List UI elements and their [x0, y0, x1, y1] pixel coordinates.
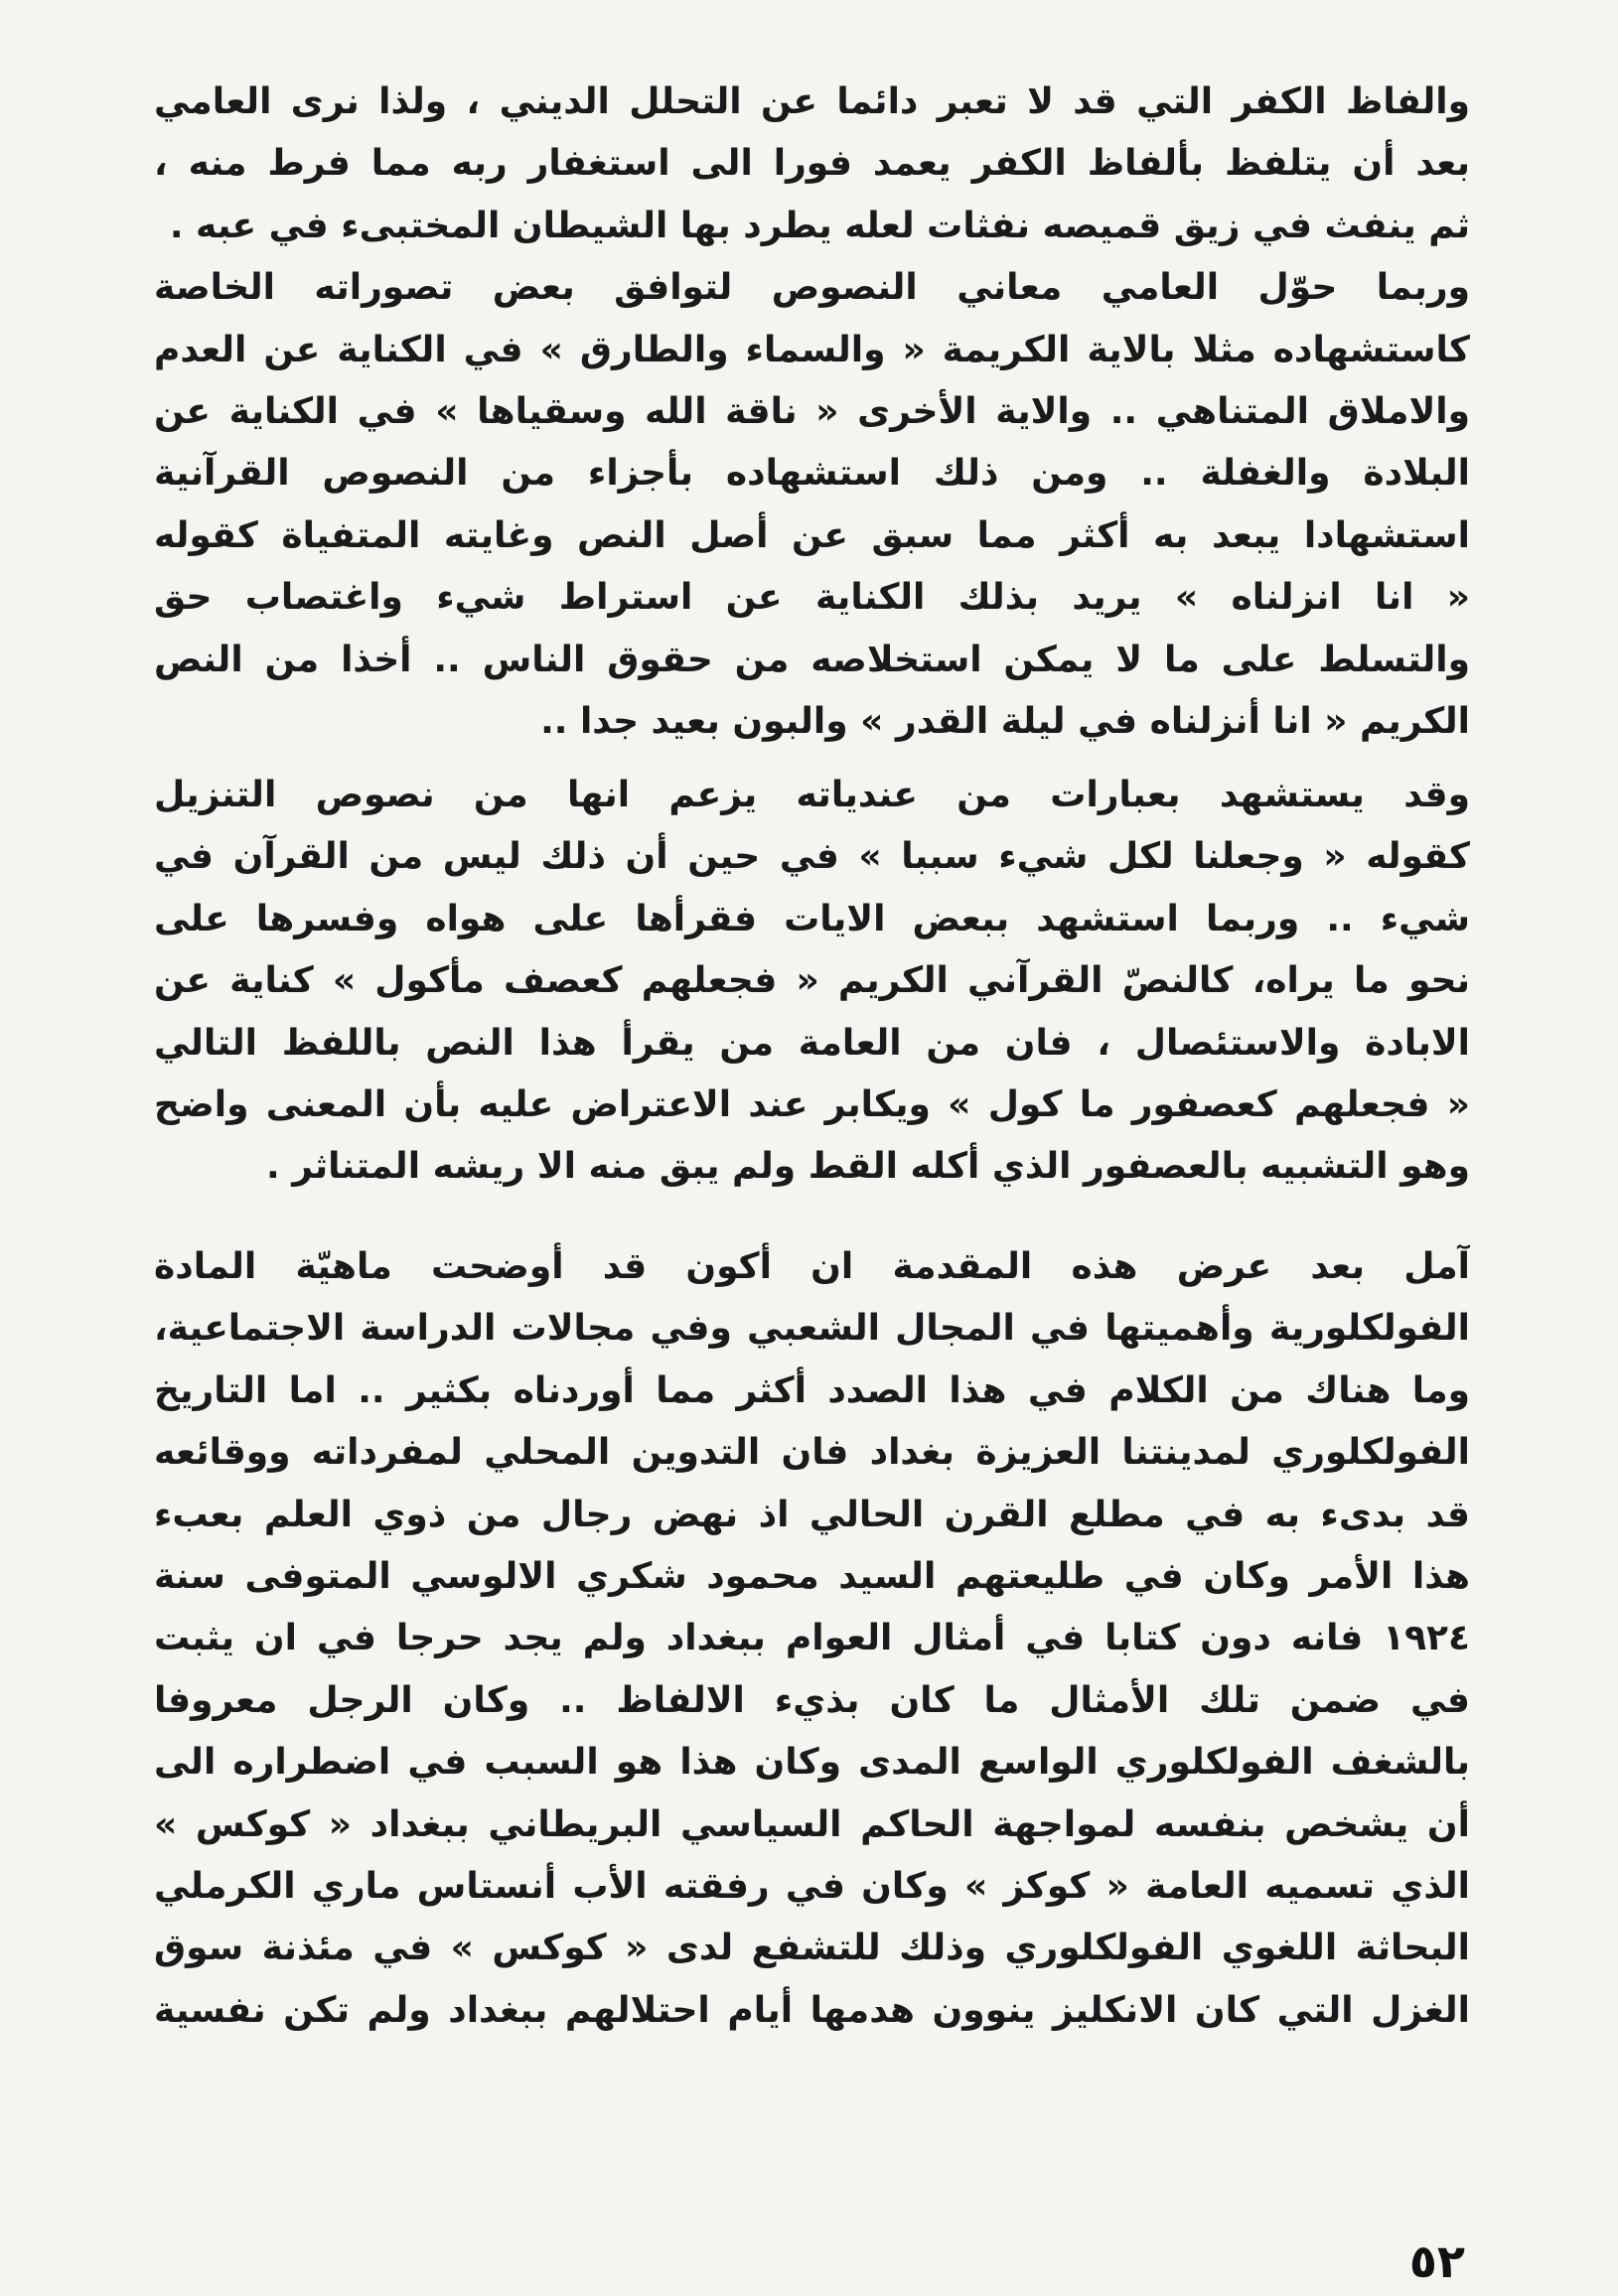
page-number: ٥٢: [1408, 2234, 1465, 2288]
paragraph-3: [154, 1236, 1470, 2042]
text-line: الفولكلوري لمدينتنا العزيزة بغداد فان التدوين المحلي لمفرداته ووقائعه: [154, 1432, 1470, 1474]
text-line: كاستشهاده مثلا بالاية الكريمة « والسماء والطارق » في الكناية عن العدم: [154, 329, 1470, 370]
paragraph-2: [154, 765, 1470, 1199]
text-line: قد بدىء به في مطلع القرن الحالي اذ نهض رجال من ذوي العلم بعبء: [154, 1494, 1470, 1535]
text-line: الفولكلورية وأهميتها في المجال الشعبي وفي مجالات الدراسة الاجتماعية،: [154, 1308, 1470, 1350]
text-line: استشهادا يبعد به أكثر مما سبق عن أصل النص وغايته المتفياة كقوله: [154, 514, 1470, 556]
text-line: البلادة والغفلة .. ومن ذلك استشهاده بأجزاء من النصوص القرآنية: [154, 453, 1470, 495]
text-line: الذي تسميه العامة « كوكز » وكان في رفقته الأب أنستاس ماري الكرملي: [154, 1865, 1470, 1907]
text-line: كقوله « وجعلنا لكل شيء سببا » في حين أن ذلك ليس من القرآن في: [154, 836, 1470, 878]
text-line: والفاظ الكفر التي قد لا تعبر دائما عن التحلل الديني ، ولذا نرى العامي: [154, 81, 1470, 122]
text-line: وقد يستشهد بعبارات من عندياته يزعم انها من نصوص التنزيل: [154, 775, 1470, 815]
text-line: هذا الأمر وكان في طليعتهم السيد محمود شكري الالوسي المتوفى سنة: [154, 1555, 1470, 1597]
text-line: الكريم « انا أنزلناه في ليلة القدر » والبون بعيد جدا ..: [540, 700, 1470, 742]
text-line: بالشغف الفولكلوري الواسع المدى وكان هذا هو السبب في اضطراره الى: [154, 1742, 1470, 1784]
text-line: شيء .. وربما استشهد ببعض الايات فقرأها على هواه وفسرها على: [154, 898, 1470, 939]
text-line: ١٩٢٤ فانه دون كتابا في أمثال العوام ببغداد ولم يجد حرجا في ان يثبت: [154, 1618, 1470, 1659]
text-line: ثم ينفث في زيق قميصه نفثات لعله يطرد بها الشيطان المختبىء في عبه .: [169, 205, 1470, 246]
text-line: وربما حوّل العامي معاني النصوص لتوافق بعض تصوراته الخاصة: [154, 267, 1470, 309]
text-line: نحو ما يراه، كالنصّ القرآني الكريم « فجعلهم كعصف مأكول » كناية عن: [154, 960, 1470, 1002]
text-line: وما هناك من الكلام في هذا الصدد أكثر مما أوردناه بكثير .. اما التاريخ: [154, 1369, 1470, 1411]
text-line: البحاثة اللغوي الفولكلوري وذلك للتشفع لدى « كوكس » في مئذنة سوق: [154, 1928, 1470, 1969]
text-line: والتسلط على ما لا يمكن استخلاصه من حقوق الناس .. أخذا من النص: [154, 639, 1470, 680]
text-line: الغزل التي كان الانكليز ينوون هدمها أيام احتلالهم ببغداد ولم تكن نفسية: [154, 1989, 1470, 2031]
paragraph-1: [154, 72, 1470, 753]
text-line: « فجعلهم كعصفور ما كول » ويكابر عند الاعتراض عليه بأن المعنى واضح: [154, 1083, 1470, 1125]
text-line: آمل بعد عرض هذه المقدمة ان أكون قد أوضحت ماهيّة المادة: [154, 1246, 1470, 1287]
text-line: والاملاق المتناهي .. والاية الأخرى « ناقة الله وسقياها » في الكناية عن: [154, 390, 1470, 432]
text-line: بعد أن يتلفظ بألفاظ الكفر يعمد فورا الى استغفار ربه مما فرط منه ،: [154, 143, 1470, 185]
text-line: أن يشخص بنفسه لمواجهة الحاكم السياسي البريطاني ببغداد « كوكس »: [154, 1803, 1470, 1845]
text-line: وهو التشبيه بالعصفور الذي أكله القط ولم يبق منه الا ريشه المتناثر .: [266, 1146, 1470, 1188]
text-line: في ضمن تلك الأمثال ما كان بذيء الالفاظ .. وكان الرجل معروفا: [154, 1679, 1470, 1721]
text-line: « انا انزلناه » يريد بذلك الكناية عن استراط شيء واغتصاب حق: [154, 577, 1470, 619]
text-line: الابادة والاستئصال ، فان من العامة من يقرأ هذا النص باللفظ التالي: [154, 1022, 1470, 1064]
